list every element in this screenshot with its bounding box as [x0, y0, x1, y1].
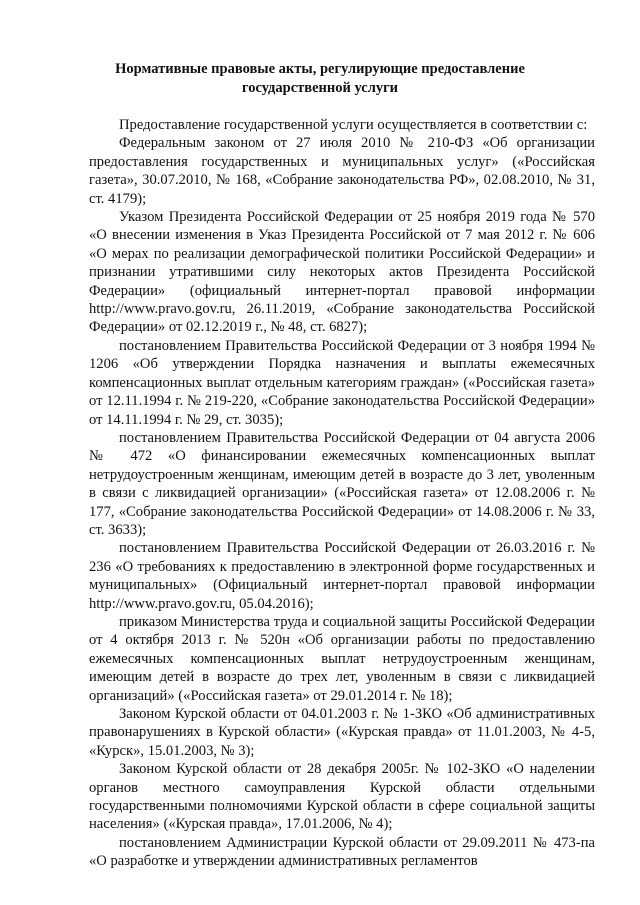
paragraph-presidential-decree-570: Указом Президента Российской Федерации от 25 ноября 2019 года № 570 «О внесении изменения в Указ Президента Российской от 7 мая 2012 г. № 606 «О мерах по реализации демографической политики Российской Федерации» и признании утратившими силу некоторых актов Президента Российской Федерации» (официальный интернет-портал правовой информации http://www.pravo.gov.ru, 26.11.2019, «Собрание законодательства Российской Федерации» от 02.12.2019 г., № 48, ст. 6827); — [89, 209, 595, 336]
paragraph-kursk-law-1-zko: Законом Курской области от 04.01.2003 г. № 1-ЗКО «Об административных правонарушениях в Курской области» («Курская правда» от 11.01.2003, № 4-5, «Курск», 15.01.2003, № 3); — [89, 706, 595, 759]
document-body — [89, 116, 595, 871]
paragraph-federal-law-210: Федеральным законом от 27 июля 2010 № 210-ФЗ «Об организации предоставления государственных и муниципальных услуг» («Российская газета», 30.07.2010, № 168, «Собрание законодательства РФ», 02.08.2010, № 31, ст. 4179); — [89, 135, 595, 207]
paragraph-kursk-law-102-zko: Законом Курской области от 28 декабря 2005г. № 102-ЗКО «О наделении органов местного самоуправления Курской области отдельными государственными полномочиями Курской области в сфере социальной защиты населения» («Курская правда», 17.01.2006, № 4); — [89, 761, 595, 833]
document-title: Нормативные правовые акты, регулирующие предоставление государственной услуги — [115, 61, 525, 96]
paragraph-administration-resolution-473-pa: постановлением Администрации Курской области от 29.09.2011 № 473-па «О разработке и утверждении административных регламентов — [89, 834, 595, 870]
paragraph-government-resolution-1206: постановлением Правительства Российской Федерации от 3 ноября 1994 № 1206 «Об утверждении Порядка назначения и выплаты ежемесячных компенсационных выплат отдельным категориям граждан» («Российская газета» от 12.11.1994 г. № 219-220, «Собрание законодательства Российской Федерации» от 14.11.1994 г. № 29, ст. 3035); — [89, 337, 595, 428]
paragraph-government-resolution-236: постановлением Правительства Российской Федерации от 26.03.2016 г. № 236 «О требованиях к предоставлению в электронной форме государственных и муниципальных» (Официальный интернет-портал правовой информации http://www.pravo.gov.ru, 05.04.2016); — [89, 540, 595, 612]
paragraph-intro: Предоставление государственной услуги осуществляется в соответствии с: — [119, 117, 588, 133]
paragraph-government-resolution-472: постановлением Правительства Российской Федерации от 04 августа 2006 № 472 «О финансировании ежемесячных компенсационных выплат нетрудоустроенным женщинам, имеющим детей в возрасте до 3 лет, уволенным в связи с ликвидацией организации» («Российская газета» от 12.08.2006 г. № 177, «Собрание законодательства Российской Федерации» от 14.08.2006 г. № 33, ст. 3633); — [89, 429, 595, 538]
paragraph-ministry-order-520n: приказом Министерства труда и социальной защиты Российской Федерации от 4 октября 2013 г. № 520н «Об организации работы по предоставлению ежемесячных компенсационных выплат нетрудоустроенным женщинам, имеющим детей в возрасте до трех лет, уволенным в связи с ликвидацией организаций» («Российская газета» от 29.01.2014 г. № 18); — [89, 613, 595, 704]
